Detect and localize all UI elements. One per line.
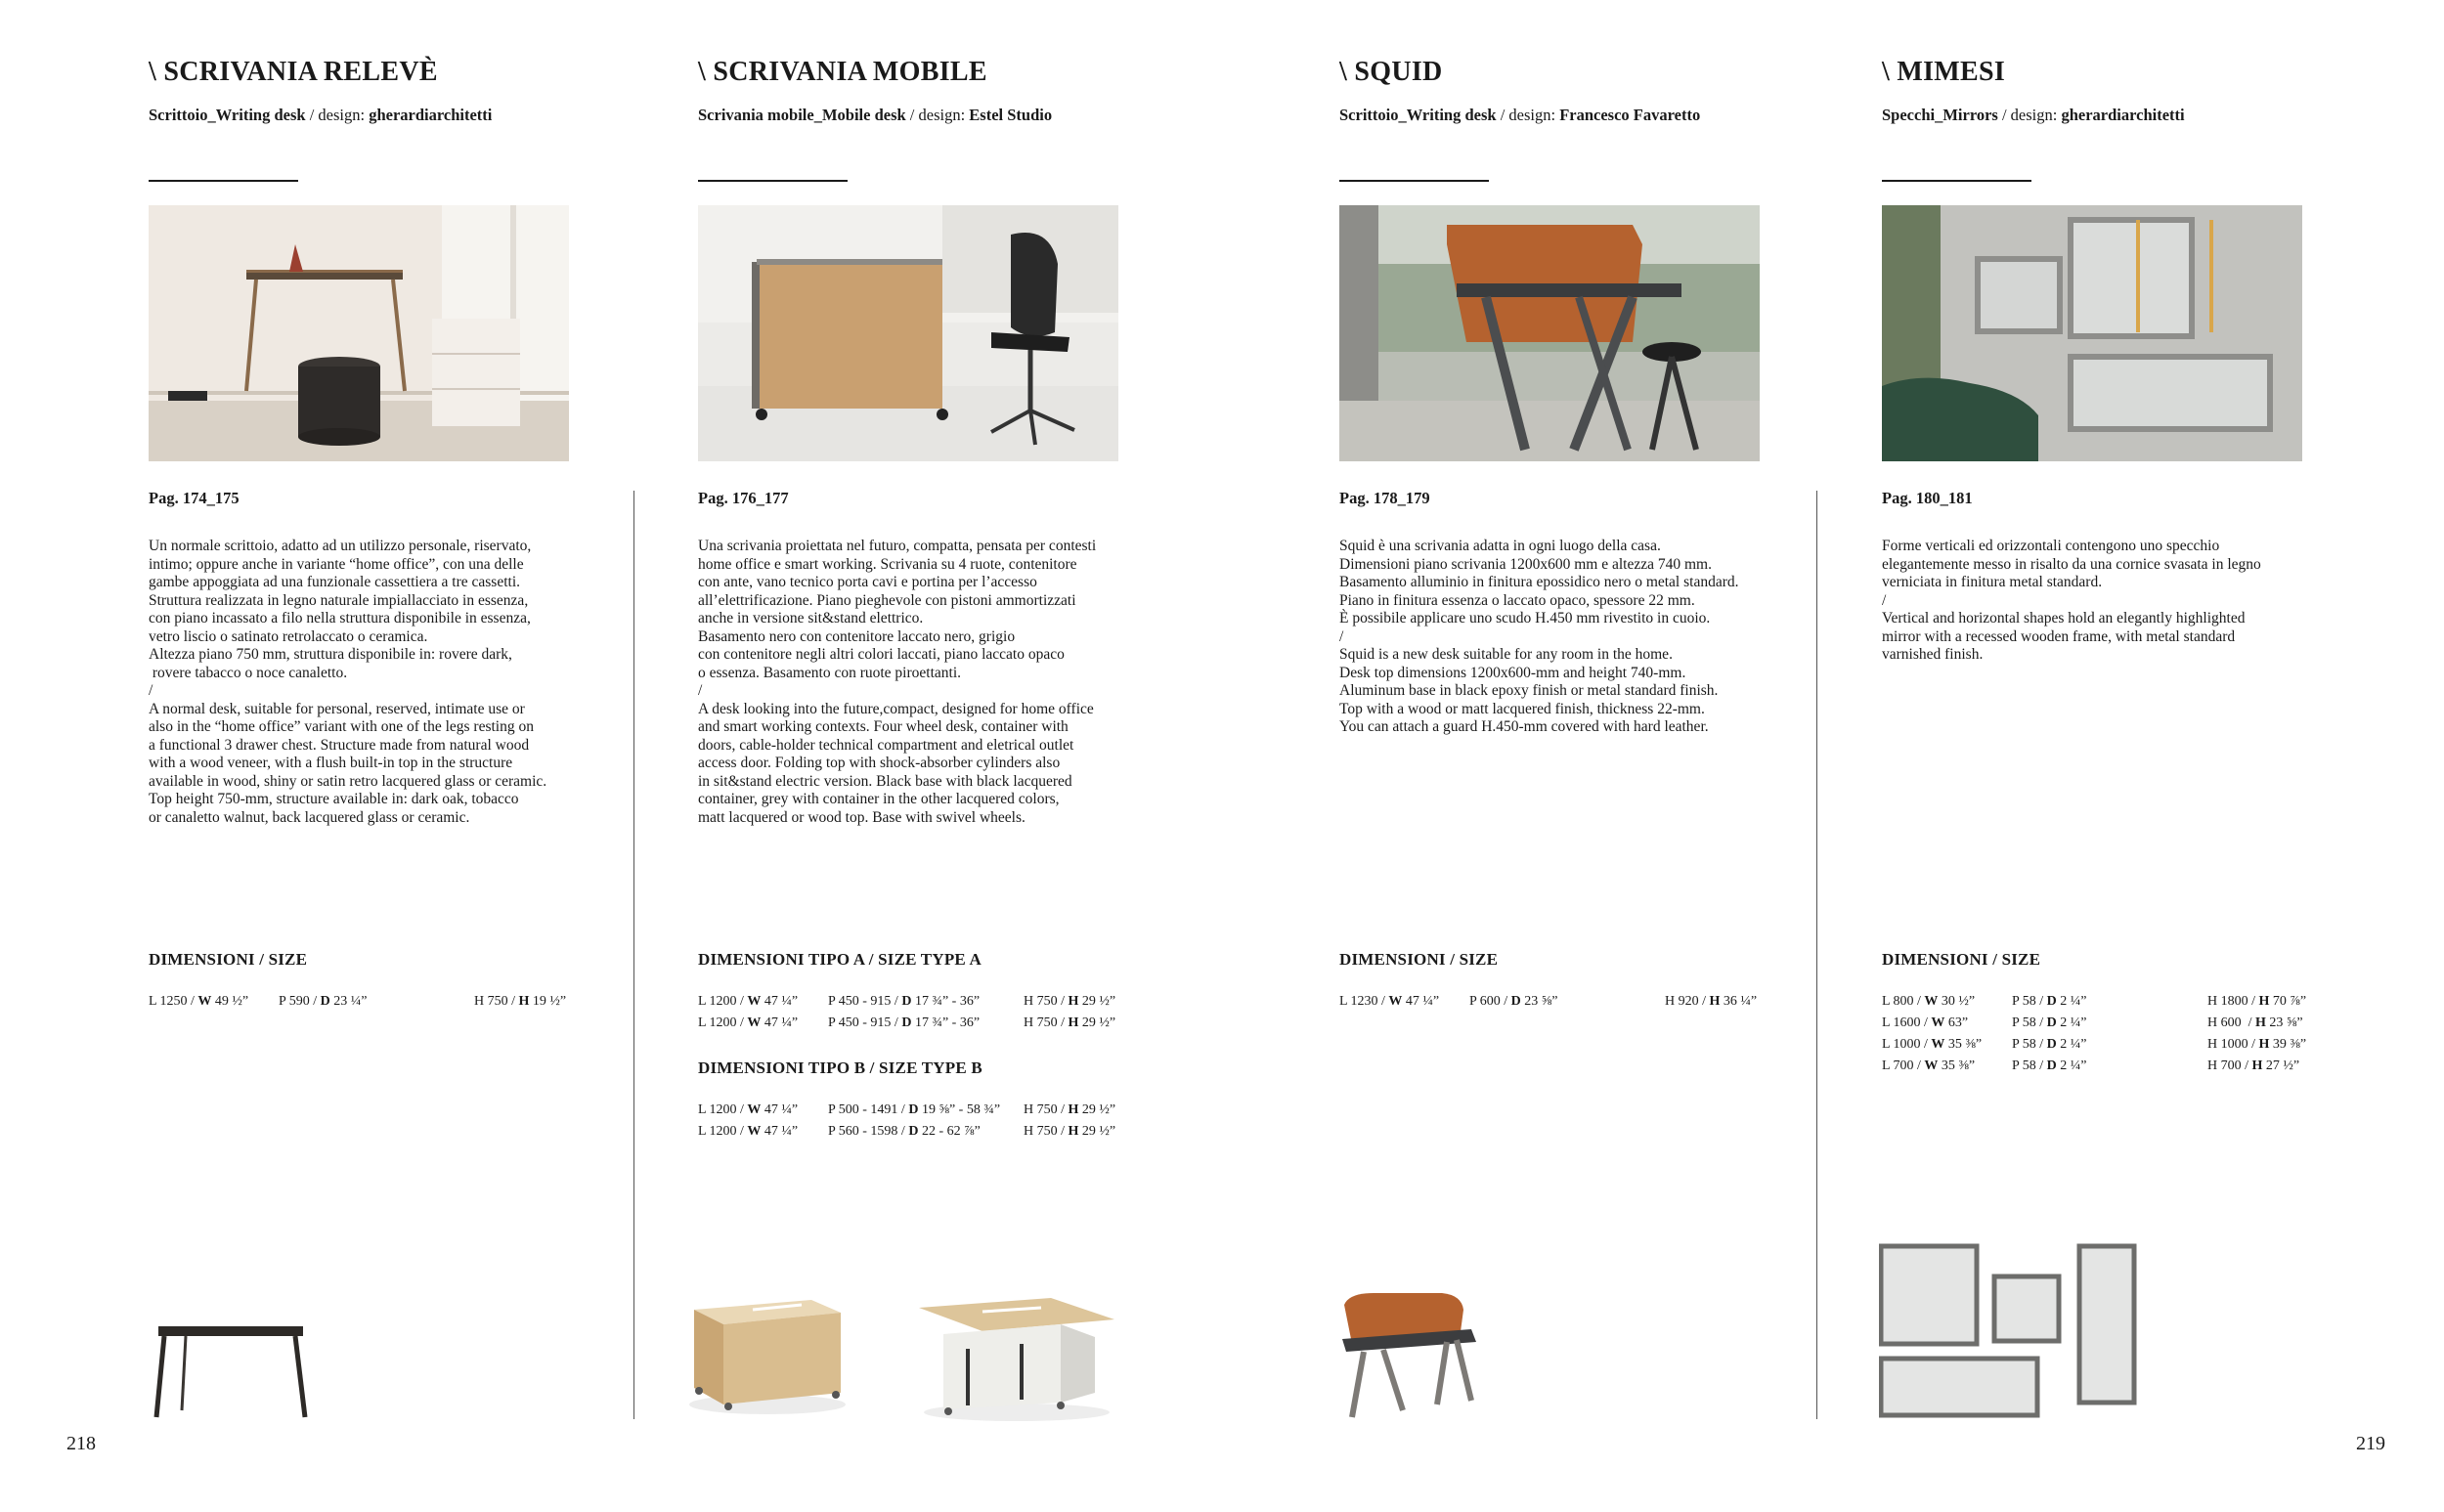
metric-dimension: P 58 / bbox=[2012, 994, 2047, 1009]
imperial-dimension: 49 ½” bbox=[211, 994, 249, 1009]
imperial-axis-letter: W bbox=[1924, 1058, 1939, 1073]
description-line: o essenza. Basamento con ruote piroettanti. bbox=[698, 664, 962, 681]
imperial-axis-letter: D bbox=[2046, 1037, 2057, 1052]
imperial-dimension: 17 ¾” - 36” bbox=[911, 994, 981, 1009]
description-line: Squid è una scrivania adatta in ogni luogo della casa. bbox=[1339, 538, 1661, 554]
designer-name: gherardiarchitetti bbox=[369, 106, 493, 124]
metric-dimension: P 58 / bbox=[2012, 1037, 2047, 1052]
dimensions-heading: DIMENSIONI / SIZE bbox=[149, 950, 308, 969]
title-divider bbox=[149, 180, 298, 182]
dimension-value bbox=[2012, 1015, 2087, 1031]
title-divider bbox=[698, 180, 848, 182]
metric-dimension: H 1000 / bbox=[2207, 1037, 2259, 1052]
design-label: / design: bbox=[1997, 106, 2062, 124]
product-category: Scrivania mobile_Mobile desk bbox=[698, 106, 906, 124]
imperial-axis-letter: W bbox=[1388, 994, 1403, 1009]
dimension-value bbox=[698, 1124, 798, 1140]
imperial-axis-letter: H bbox=[1068, 1015, 1079, 1030]
design-label: / design: bbox=[1496, 106, 1560, 124]
imperial-axis-letter: H bbox=[2258, 1037, 2270, 1052]
description-line: Aluminum base in black epoxy finish or metal standard finish. bbox=[1339, 682, 1719, 699]
description-line: Vertical and horizontal shapes hold an elegantly highlighted bbox=[1882, 610, 2246, 626]
imperial-dimension: 29 ½” bbox=[1078, 1015, 1116, 1030]
imperial-dimension: 2 ¼” bbox=[2056, 1037, 2087, 1052]
imperial-dimension: 36 ¼” bbox=[1720, 994, 1758, 1009]
metric-dimension: H 750 / bbox=[1024, 1102, 1069, 1117]
product-subtitle bbox=[698, 106, 1052, 125]
dimension-value bbox=[828, 1015, 980, 1031]
imperial-axis-letter: W bbox=[747, 994, 762, 1009]
description-line: Struttura realizzata in legno naturale impiallacciato in essenza, bbox=[149, 591, 529, 609]
metric-dimension: H 750 / bbox=[1024, 994, 1069, 1009]
metric-dimension: H 600 / bbox=[2207, 1015, 2255, 1030]
dimension-value bbox=[1882, 1058, 1975, 1074]
description-line: verniciata in finitura metal standard. bbox=[1882, 574, 2103, 590]
dimension-value bbox=[1469, 994, 1558, 1010]
page-reference: Pag. 178_179 bbox=[1339, 489, 1430, 507]
title-divider bbox=[1882, 180, 2031, 182]
description-line: Squid is a new desk suitable for any room in the home. bbox=[1339, 646, 1673, 663]
description-line: or canaletto walnut, back lacquered glass or ceramic. bbox=[149, 808, 470, 826]
dimension-value bbox=[1024, 1124, 1115, 1140]
imperial-dimension: 23 ¼” bbox=[329, 994, 368, 1009]
description-line: anche in versione sit&stand elettrico. bbox=[698, 610, 924, 626]
imperial-axis-letter: D bbox=[1510, 994, 1521, 1009]
description-line: / bbox=[698, 682, 703, 699]
product-title: \ SCRIVANIA MOBILE bbox=[698, 57, 987, 87]
dimension-value bbox=[2012, 1037, 2087, 1053]
page-number-left: 218 bbox=[66, 1433, 96, 1454]
imperial-axis-letter: W bbox=[1931, 1037, 1945, 1052]
description-line: Un normale scrittoio, adatto ad un utilizzo personale, riservato, bbox=[149, 538, 532, 554]
dimension-value bbox=[1882, 1015, 1968, 1031]
description-line: con piano incassato a filo nella struttura disponibile in essenza, bbox=[149, 610, 531, 626]
imperial-dimension: 19 ⅝” - 58 ¾” bbox=[918, 1102, 1001, 1117]
page-reference: Pag. 180_181 bbox=[1882, 489, 1973, 507]
dimensions-heading: DIMENSIONI / SIZE bbox=[1882, 950, 2041, 969]
description-line: Top with a wood or matt lacquered finish, thickness 22-mm. bbox=[1339, 700, 1705, 717]
description-line: You can attach a guard H.450-mm covered with hard leather. bbox=[1339, 718, 1709, 735]
description-line: varnished finish. bbox=[1882, 646, 1984, 663]
metric-dimension: L 1600 / bbox=[1882, 1015, 1932, 1030]
design-label: / design: bbox=[305, 106, 370, 124]
dimension-value bbox=[2207, 1058, 2299, 1074]
dimension-value bbox=[698, 1102, 798, 1118]
imperial-axis-letter: D bbox=[320, 994, 330, 1009]
description-line: / bbox=[1882, 591, 1887, 609]
description-line: Basamento nero con contenitore laccato nero, grigio bbox=[698, 627, 1016, 645]
description-line: vetro liscio o satinato retrolaccato o ceramica. bbox=[149, 627, 428, 645]
metric-dimension: L 1200 / bbox=[698, 1102, 748, 1117]
description-line: with a wood veneer, with a flush built-in top in the structure bbox=[149, 755, 513, 771]
dimension-value bbox=[1882, 994, 1975, 1010]
imperial-axis-letter: D bbox=[2046, 994, 2057, 1009]
metric-dimension: H 750 / bbox=[1024, 1124, 1069, 1139]
metric-dimension: L 1200 / bbox=[698, 994, 748, 1009]
dimension-value bbox=[828, 1102, 1000, 1118]
column-divider bbox=[1816, 491, 1817, 1419]
product-photo bbox=[698, 205, 1118, 461]
description-line: Forme verticali ed orizzontali contengono uno specchio bbox=[1882, 538, 2220, 554]
imperial-dimension: 47 ¼” bbox=[761, 1124, 799, 1139]
dimension-value bbox=[1024, 1102, 1115, 1118]
description-line: container, grey with container in the other lacquered colors, bbox=[698, 791, 1060, 807]
product-column-releve bbox=[149, 0, 618, 1512]
description-line: A normal desk, suitable for personal, reserved, intimate use or bbox=[149, 700, 525, 717]
description-line: also in the “home office” variant with one of the legs resting on bbox=[149, 718, 534, 735]
imperial-axis-letter: W bbox=[1924, 994, 1939, 1009]
product-subtitle bbox=[1882, 106, 2185, 125]
dimension-value bbox=[698, 994, 798, 1010]
description-line: / bbox=[1339, 627, 1344, 645]
metric-dimension: P 450 - 915 / bbox=[828, 994, 902, 1009]
imperial-axis-letter: D bbox=[901, 1015, 912, 1030]
description-line: A desk looking into the future,compact, designed for home office bbox=[698, 700, 1094, 717]
description-line: matt lacquered or wood top. Base with swivel wheels. bbox=[698, 808, 1026, 826]
metric-dimension: L 1000 / bbox=[1882, 1037, 1932, 1052]
description-line: in sit&stand electric version. Black base with black lacquered bbox=[698, 772, 1072, 790]
product-category: Scrittoio_Writing desk bbox=[1339, 106, 1497, 124]
product-photo bbox=[1339, 205, 1760, 461]
dimension-value bbox=[1024, 994, 1115, 1010]
imperial-axis-letter: W bbox=[747, 1015, 762, 1030]
metric-dimension: H 750 / bbox=[474, 994, 519, 1009]
dimension-value bbox=[279, 994, 368, 1010]
product-title: \ SQUID bbox=[1339, 57, 1443, 87]
description-line: / bbox=[149, 682, 153, 699]
imperial-axis-letter: H bbox=[1709, 994, 1721, 1009]
metric-dimension: P 600 / bbox=[1469, 994, 1511, 1009]
metric-dimension: L 700 / bbox=[1882, 1058, 1925, 1073]
imperial-dimension: 2 ¼” bbox=[2056, 1058, 2087, 1073]
imperial-dimension: 63” bbox=[1944, 1015, 1969, 1030]
description-line: available in wood, shiny or satin retro lacquered glass or ceramic. bbox=[149, 772, 547, 790]
description-line: Altezza piano 750 mm, struttura disponibile in: rovere dark, bbox=[149, 646, 512, 663]
imperial-dimension: 2 ¼” bbox=[2056, 994, 2087, 1009]
scrivania-mobile-thumbnail-open bbox=[914, 1290, 1119, 1422]
description-line: Desk top dimensions 1200x600-mm and height 740-mm. bbox=[1339, 664, 1686, 681]
design-label: / design: bbox=[905, 106, 970, 124]
product-category: Specchi_Mirrors bbox=[1882, 106, 1998, 124]
dimension-value bbox=[828, 1124, 981, 1140]
description-line: mirror with a recessed wooden frame, with metal standard bbox=[1882, 627, 2236, 645]
metric-dimension: L 1200 / bbox=[698, 1124, 748, 1139]
scrivania-mobile-thumbnail-closed bbox=[684, 1285, 851, 1417]
dimension-value bbox=[2207, 1037, 2306, 1053]
product-title: \ MIMESI bbox=[1882, 57, 2006, 87]
description-line: rovere tabacco o noce canaletto. bbox=[149, 664, 348, 681]
imperial-dimension: 2 ¼” bbox=[2056, 1015, 2087, 1030]
imperial-dimension: 47 ¼” bbox=[1402, 994, 1440, 1009]
imperial-axis-letter: W bbox=[747, 1124, 762, 1139]
product-subtitle bbox=[149, 106, 492, 125]
product-photo bbox=[1882, 205, 2302, 461]
description-line: È possibile applicare uno scudo H.450 mm rivestito in cuoio. bbox=[1339, 610, 1711, 626]
imperial-dimension: 29 ½” bbox=[1078, 1102, 1116, 1117]
mimesi-mirrors-thumbnail bbox=[1879, 1241, 2143, 1422]
metric-dimension: L 800 / bbox=[1882, 994, 1925, 1009]
metric-dimension: L 1250 / bbox=[149, 994, 198, 1009]
imperial-dimension: 29 ½” bbox=[1078, 1124, 1116, 1139]
page-reference: Pag. 176_177 bbox=[698, 489, 789, 507]
imperial-dimension: 30 ½” bbox=[1938, 994, 1976, 1009]
imperial-dimension: 17 ¾” - 36” bbox=[911, 1015, 981, 1030]
description-line: Top height 750-mm, structure available in: dark oak, tobacco bbox=[149, 791, 519, 807]
metric-dimension: P 58 / bbox=[2012, 1058, 2047, 1073]
description-line: con contenitore negli altri colori laccati, piano laccato opaco bbox=[698, 646, 1065, 663]
metric-dimension: L 1200 / bbox=[698, 1015, 748, 1030]
imperial-axis-letter: H bbox=[1068, 1124, 1079, 1139]
dimension-value bbox=[1882, 1037, 1982, 1053]
imperial-dimension: 29 ½” bbox=[1078, 994, 1116, 1009]
designer-name: gherardiarchitetti bbox=[2061, 106, 2185, 124]
imperial-axis-letter: D bbox=[2046, 1058, 2057, 1073]
dimension-value bbox=[828, 994, 980, 1010]
imperial-dimension: 47 ¼” bbox=[761, 1102, 799, 1117]
metric-dimension: P 560 - 1598 / bbox=[828, 1124, 909, 1139]
dimensions-heading: DIMENSIONI TIPO A / SIZE TYPE A bbox=[698, 950, 982, 969]
imperial-axis-letter: H bbox=[2255, 1015, 2266, 1030]
dimension-value bbox=[1024, 1015, 1115, 1031]
imperial-dimension: 47 ¼” bbox=[761, 1015, 799, 1030]
dimensions-heading: DIMENSIONI TIPO B / SIZE TYPE B bbox=[698, 1058, 982, 1077]
product-description bbox=[698, 538, 1128, 827]
description-line: con ante, vano tecnico porta cavi e portina per l’accesso bbox=[698, 574, 1037, 590]
dimension-value bbox=[698, 1015, 798, 1031]
dimensions-heading: DIMENSIONI / SIZE bbox=[1339, 950, 1499, 969]
description-line: Una scrivania proiettata nel futuro, compatta, pensata per contesti bbox=[698, 538, 1097, 554]
imperial-axis-letter: W bbox=[197, 994, 212, 1009]
metric-dimension: P 450 - 915 / bbox=[828, 1015, 902, 1030]
imperial-axis-letter: D bbox=[901, 994, 912, 1009]
imperial-dimension: 23 ⅝” bbox=[1520, 994, 1558, 1009]
description-line: and smart working contexts. Four wheel desk, container with bbox=[698, 718, 1069, 735]
description-line: doors, cable-holder technical compartment and eletrical outlet bbox=[698, 736, 1074, 754]
imperial-axis-letter: W bbox=[747, 1102, 762, 1117]
description-line: a functional 3 drawer chest. Structure made from natural wood bbox=[149, 736, 530, 754]
imperial-axis-letter: H bbox=[2251, 1058, 2263, 1073]
product-description bbox=[1882, 538, 2312, 665]
product-title: \ SCRIVANIA RELEVÈ bbox=[149, 57, 438, 87]
description-line: Dimensioni piano scrivania 1200x600 mm e altezza 740 mm. bbox=[1339, 555, 1712, 573]
imperial-dimension: 47 ¼” bbox=[761, 994, 799, 1009]
title-divider bbox=[1339, 180, 1489, 182]
imperial-axis-letter: H bbox=[1068, 1102, 1079, 1117]
description-line: Basamento alluminio in finitura epossidico nero o metal standard. bbox=[1339, 574, 1739, 590]
releve-desk-thumbnail bbox=[147, 1315, 313, 1422]
metric-dimension: L 1230 / bbox=[1339, 994, 1389, 1009]
dimension-value bbox=[1665, 994, 1757, 1010]
page-reference: Pag. 174_175 bbox=[149, 489, 240, 507]
imperial-axis-letter: D bbox=[908, 1124, 919, 1139]
metric-dimension: P 590 / bbox=[279, 994, 321, 1009]
dimension-value bbox=[2012, 1058, 2087, 1074]
product-description bbox=[149, 538, 579, 827]
dimension-value bbox=[149, 994, 248, 1010]
imperial-axis-letter: H bbox=[1068, 994, 1079, 1009]
imperial-dimension: 39 ⅜” bbox=[2269, 1037, 2307, 1052]
description-line: Piano in finitura essenza o laccato opaco, spessore 22 mm. bbox=[1339, 591, 1695, 609]
dimension-value bbox=[474, 994, 566, 1010]
product-photo bbox=[149, 205, 569, 461]
imperial-dimension: 23 ⅝” bbox=[2265, 1015, 2303, 1030]
metric-dimension: P 500 - 1491 / bbox=[828, 1102, 909, 1117]
page-number-right: 219 bbox=[2356, 1433, 2385, 1454]
designer-name: Estel Studio bbox=[969, 106, 1053, 124]
metric-dimension: P 58 / bbox=[2012, 1015, 2047, 1030]
description-line: home office e smart working. Scrivania su 4 ruote, contenitore bbox=[698, 555, 1077, 573]
metric-dimension: H 700 / bbox=[2207, 1058, 2252, 1073]
imperial-axis-letter: H bbox=[518, 994, 530, 1009]
dimension-value bbox=[2012, 994, 2087, 1010]
imperial-axis-letter: W bbox=[1931, 1015, 1945, 1030]
imperial-axis-letter: D bbox=[908, 1102, 919, 1117]
product-subtitle bbox=[1339, 106, 1700, 125]
product-description bbox=[1339, 538, 1769, 737]
metric-dimension: H 750 / bbox=[1024, 1015, 1069, 1030]
column-divider bbox=[633, 491, 634, 1419]
imperial-dimension: 19 ½” bbox=[529, 994, 567, 1009]
product-category: Scrittoio_Writing desk bbox=[149, 106, 306, 124]
description-line: all’elettrificazione. Piano pieghevole con pistoni ammortizzati bbox=[698, 591, 1076, 609]
dimension-value bbox=[1339, 994, 1439, 1010]
imperial-axis-letter: D bbox=[2046, 1015, 2057, 1030]
designer-name: Francesco Favaretto bbox=[1559, 106, 1701, 124]
dimension-value bbox=[2207, 1015, 2303, 1031]
imperial-dimension: 70 ⅞” bbox=[2269, 994, 2307, 1009]
squid-desk-thumbnail bbox=[1334, 1285, 1481, 1422]
description-line: gambe appoggiata ad una funzionale cassettiera a tre cassetti. bbox=[149, 574, 521, 590]
imperial-dimension: 22 - 62 ⅞” bbox=[918, 1124, 981, 1139]
imperial-axis-letter: H bbox=[2258, 994, 2270, 1009]
imperial-dimension: 27 ½” bbox=[2262, 1058, 2300, 1073]
description-line: elegantemente messo in risalto da una cornice svasata in legno bbox=[1882, 555, 2261, 573]
imperial-dimension: 35 ⅜” bbox=[1938, 1058, 1976, 1073]
dimension-value bbox=[2207, 994, 2306, 1010]
description-line: intimo; oppure anche in variante “home office”, con una delle bbox=[149, 555, 524, 573]
metric-dimension: H 920 / bbox=[1665, 994, 1710, 1009]
description-line: access door. Folding top with shock-absorber cylinders also bbox=[698, 755, 1061, 771]
imperial-dimension: 35 ⅜” bbox=[1944, 1037, 1983, 1052]
metric-dimension: H 1800 / bbox=[2207, 994, 2259, 1009]
